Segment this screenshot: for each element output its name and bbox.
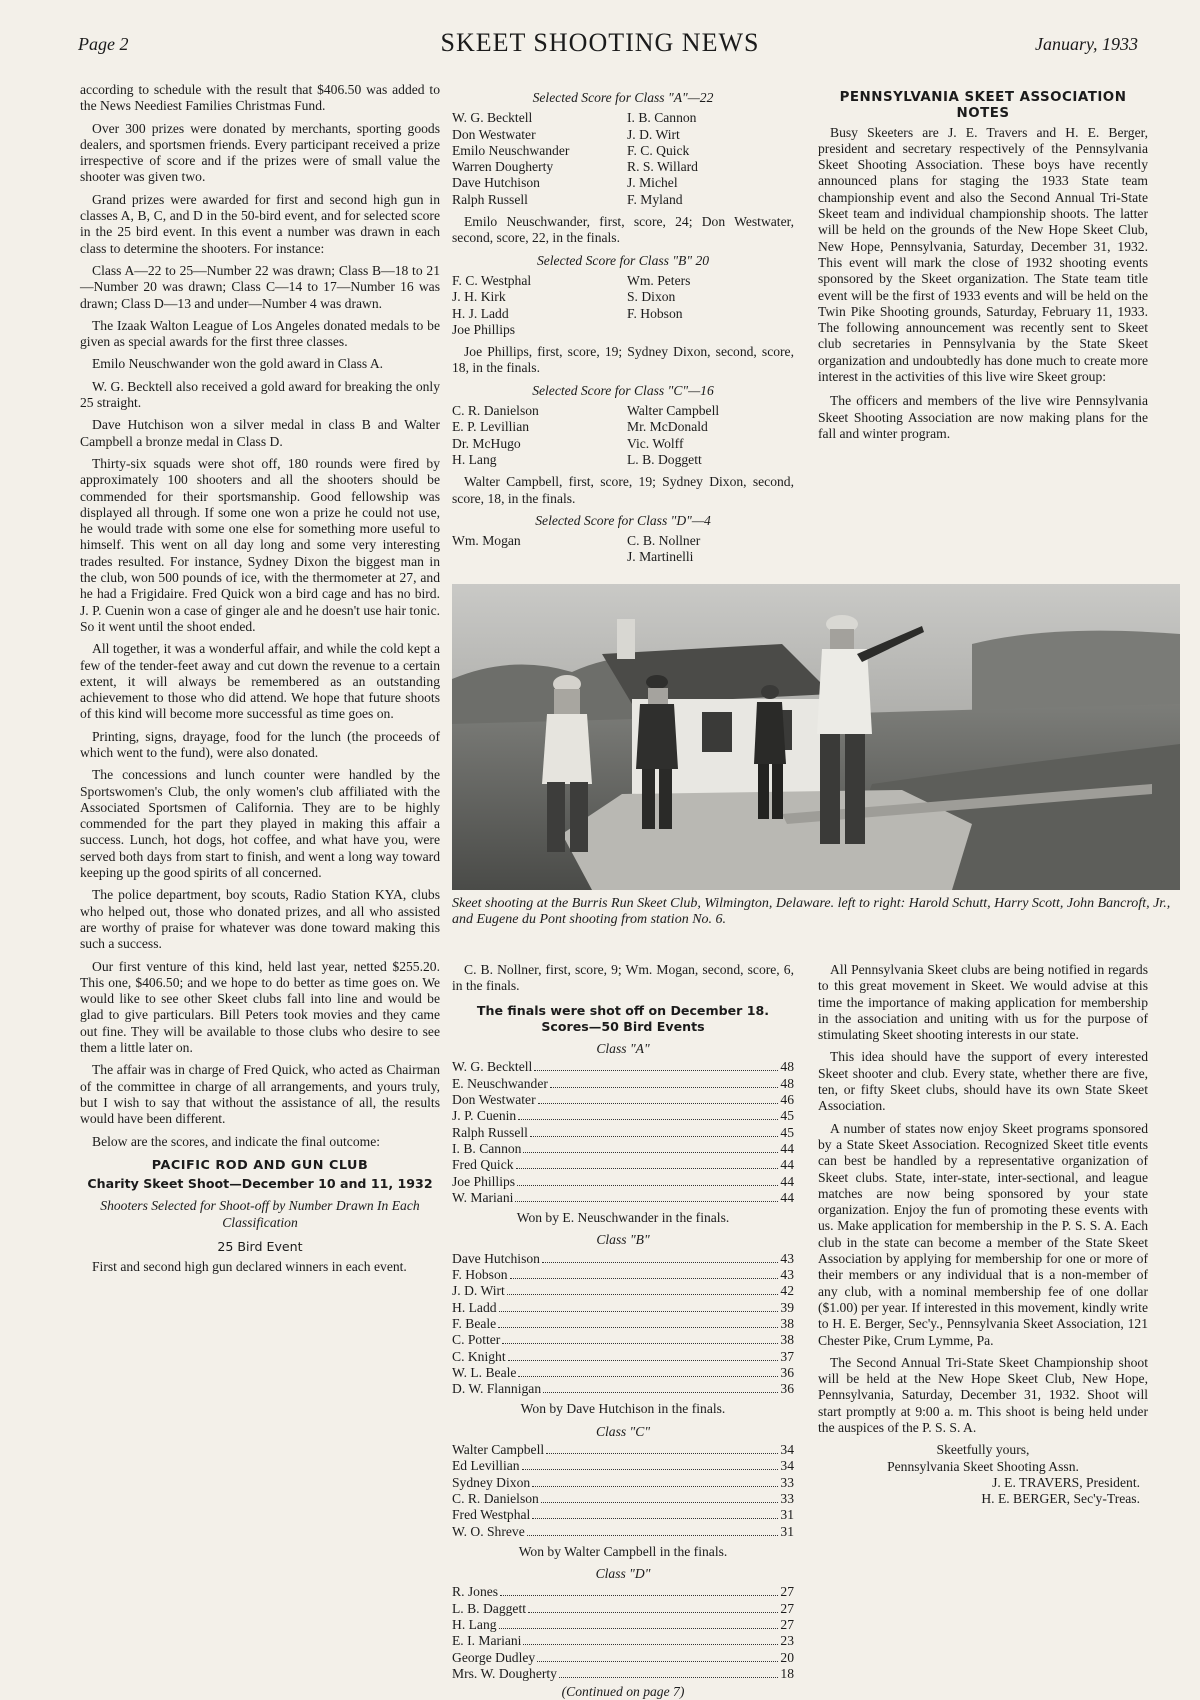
score-row: E. Neuschwander 48 <box>452 1075 794 1091</box>
score-row: C. Potter 38 <box>452 1332 794 1348</box>
continued-note: (Continued on page 7) <box>561 1684 685 1700</box>
list-item: F. C. Westphal <box>452 272 532 288</box>
list-item: S. Dixon <box>627 289 676 305</box>
list-item: Dr. McHugo <box>452 435 521 451</box>
score-row: W. G. Becktell 48 <box>452 1059 794 1075</box>
score-row: Dave Hutchison 43 <box>452 1250 794 1266</box>
class-c-heading: Class "C" <box>595 1423 651 1439</box>
paragraph: Thirty-six squads were shot off, 180 rounds were fired by approximately 100 shooters and all the shooters should be commended for their sportsmanship. Good fellowship was displayed all through. If some one won a prize he could not use, he would trade with some one else for something more useful to himself. This went on all day long and some very interesting trades resulted. For instance, Sydney Dixon the biggest man in the club, won 500 pounds of ice, with the thermometer at 27, and he had a Frigidaire. Fred Quick won a bird cage and has no bird. J. P. Cuenin won a case of ginger ale and he doesn't use hair tonic. So it went until the shoot ended. <box>80 455 440 634</box>
column-2 <box>452 88 794 572</box>
result-text: C. B. Nollner, first, score, 9; Wm. Mogan, second, score, 6, in the finals. <box>452 962 794 994</box>
list-item: Joe Phillips <box>452 321 516 337</box>
score-row: C. R. Danielson 33 <box>452 1490 794 1506</box>
finals-scores <box>452 962 794 1700</box>
score-row: R. Jones 27 <box>452 1584 794 1600</box>
page-header <box>0 0 1200 90</box>
column-3 <box>818 90 1148 448</box>
list-item: L. B. Doggett <box>627 451 702 467</box>
score-row: Don Westwater 46 <box>452 1092 794 1108</box>
list-item: H. J. Ladd <box>452 305 509 321</box>
score-row: J. D. Wirt 42 <box>452 1283 794 1299</box>
paragraph: The officers and members of the live wire Pennsylvania Skeet Shooting Association are now making plans for the fall and winter program. <box>818 393 1148 441</box>
section-subheading: Charity Skeet Shoot—December 10 and 11, 1932 <box>87 1176 433 1192</box>
column-1 <box>80 82 440 1282</box>
list-item: Walter Campbell <box>627 403 720 419</box>
list-item <box>627 322 794 338</box>
score-row: H. Lang 27 <box>452 1616 794 1632</box>
list-item: C. R. Danielson <box>452 403 539 419</box>
list-item: Don Westwater <box>452 126 536 142</box>
score-row: H. Ladd 39 <box>452 1299 794 1315</box>
score-row: W. Mariani 44 <box>452 1189 794 1205</box>
skeet-shooting-photo <box>452 584 1180 890</box>
publication-title: SKEET SHOOTING NEWS <box>440 28 760 57</box>
list-item: I. B. Cannon <box>627 110 697 126</box>
list-item: J. Michel <box>627 175 678 191</box>
section-heading: PACIFIC ROD AND GUN CLUB <box>151 1157 369 1173</box>
paragraph: Class A—22 to 25—Number 22 was drawn; Class B—18 to 21—Number 20 was drawn; Class C—14 to 17—Number 16 was drawn; Class D—13 and under—Number 4 was drawn. <box>80 262 440 311</box>
paragraph: Emilo Neuschwander won the gold award in Class A. <box>92 356 384 372</box>
signature-president: J. E. TRAVERS, President. <box>992 1474 1140 1490</box>
paragraph: Our first venture of this kind, held last year, netted $255.20. This one, $406.50; and we hope to do better as time goes on. We would like to see other Skeet clubs fall into line and would be glad to give particulars. Bill Peters took movies and they came out fine. They will be available to those clubs who desire to see them a little later on. <box>80 958 440 1056</box>
list-item: Ralph Russell <box>452 191 528 207</box>
result-text: Walter Campbell, first, score, 19; Sydney Dixon, second, score, 18, in the finals. <box>452 474 794 506</box>
score-row: Mrs. W. Dougherty 18 <box>452 1665 794 1681</box>
paragraph: All Pennsylvania Skeet clubs are being notified in regards to this great movement in Skeet. We would advise at this time the importance of making application for membership in the association and uniting with us for the purpose of stimulating Skeet shooting interests in our state. <box>818 962 1148 1043</box>
score-row: Joe Phillips 44 <box>452 1173 794 1189</box>
paragraph: Over 300 prizes were donated by merchants, sporting goods dealers, and sportsmen friends. Every participant received a prize irrespective of score and if the prizes were of small value the shooter was given two. <box>80 120 440 185</box>
class-a-heading: Class "A" <box>596 1041 650 1057</box>
list-item: C. B. Nollner <box>627 533 701 549</box>
paragraph: A number of states now enjoy Skeet programs sponsored by a State Skeet Association. Recognized Skeet title events can best be handled by a representative organization of Skeet clubs. State, inter-state, inter-sectional, and league matches are now being sponsored by your state organization. Enjoy the fun of promoting these events with us. Make application for membership in the P. S. S. A. Each club in the state can become a member of the State Skeet Association by applying for membership for one or more of their members or any individual that is a non-member of any club, with a nominal membership fee of one dollar ($1.00) per year. If interested in this movement, kindly write to H. E. Berger, Sec'y., Pennsylvania Skeet Association, 121 Chester Pike, Crum Lymme, Pa. <box>818 1120 1148 1348</box>
list-item: F. Myland <box>627 191 683 207</box>
score-row: I. B. Cannon 44 <box>452 1140 794 1156</box>
score-row: Fred Westphal 31 <box>452 1507 794 1523</box>
class-c-selected-heading: Selected Score for Class "C"—16 <box>532 382 714 398</box>
score-row: Ed Levillian 34 <box>452 1458 794 1474</box>
class-b-selected-heading: Selected Score for Class "B" 20 <box>536 252 710 268</box>
score-row: Ralph Russell 45 <box>452 1124 794 1140</box>
list-item: H. Lang <box>452 451 497 467</box>
score-row: Sydney Dixon 33 <box>452 1474 794 1490</box>
score-row: W. L. Beale 36 <box>452 1364 794 1380</box>
issue-date: January, 1933 <box>1035 34 1138 54</box>
paragraph: Dave Hutchison won a silver medal in class B and Walter Campbell a bronze medal in Class D. <box>80 417 440 449</box>
list-item: F. C. Quick <box>627 142 690 158</box>
class-c-selected-list <box>452 403 794 468</box>
paragraph: The Second Annual Tri-State Skeet Championship shoot will be held at the New Hope Skeet Club, New Hope, Pennsylvania, Saturday, December 31, 1932. Shoot will start promptly at 9:00 a. m. This shoot is being held under the auspices of the P. S. S. A. <box>818 1354 1148 1436</box>
list-item: W. G. Becktell <box>452 110 533 126</box>
paragraph: Busy Skeeters are J. E. Travers and H. E. Berger, president and secretary respectively of the Pennsylvania Skeet Shooting Association. These boys have recently announced plans for staging the 1933 State team championship event and also the Second Annual Tri-State Skeet team and individual championship shoots. The latter will be held on the grounds of the New Hope Skeet Club, New Hope, Pennsylvania, Saturday, December 31, 1932. This event will mark the close of 1932 shooting events sponsored by the Skeet organization. The State team title event will be the first of 1933 events and will be held on the Twin Pike Shooting grounds, Saturday, February 11, 1933. The following announcement was recently sent to Skeet club secretaries in Pennsylvania by the State Skeet organization and undoubtedly has done much to create more interest in the activities of this live wire Skeet group: <box>818 124 1148 385</box>
page-number: Page 2 <box>78 34 129 54</box>
paragraph: The police department, boy scouts, Radio Station KYA, clubs who helped out, those who donated prizes, and all who assisted are worthy of praise for whatever was done toward making this such a success. <box>80 887 440 952</box>
class-b-selected-list <box>452 273 794 338</box>
paragraph: Grand prizes were awarded for first and second high gun in classes A, B, C, and D in the 50-bird event, and for selected score in the 25 bird event. In this event a number was drawn in each class to determine the shooters. For instance: <box>80 191 440 256</box>
score-row: F. Beale 38 <box>452 1315 794 1331</box>
event-heading: 25 Bird Event <box>217 1239 303 1254</box>
score-row: E. I. Mariani 23 <box>452 1633 794 1649</box>
list-item: J. D. Wirt <box>627 126 680 142</box>
score-row: George Dudley 20 <box>452 1649 794 1665</box>
list-item: J. Martinelli <box>627 549 694 565</box>
class-a-selected-heading: Selected Score for Class "A"—22 <box>532 90 714 105</box>
signature-secretary: H. E. BERGER, Sec'y-Treas. <box>981 1491 1140 1507</box>
list-item: R. S. Willard <box>627 159 698 175</box>
paragraph: The affair was in charge of Fred Quick, who acted as Chairman of the committee in charge of all arrangements, and yours truly, but I wish to say that without the assistance of all, the results would have been different. <box>80 1062 440 1127</box>
list-item: Wm. Peters <box>627 272 691 288</box>
score-row: W. O. Shreve 31 <box>452 1523 794 1539</box>
class-c-winner: Won by Walter Campbell in the finals. <box>518 1543 728 1559</box>
class-b-winner: Won by Dave Hutchison in the finals. <box>520 1401 726 1417</box>
score-row: C. Knight 37 <box>452 1348 794 1364</box>
score-row: D. W. Flannigan 36 <box>452 1381 794 1397</box>
result-text: Joe Phillips, first, score, 19; Sydney Dixon, second, score, 18, in the finals. <box>452 344 794 376</box>
column-3-continued <box>818 962 1148 1508</box>
photo-caption: Skeet shooting at the Burris Run Skeet Club, Wilmington, Delaware. left to right: Harold Schutt, Harry Scott, John Bancroft, Jr., and Eugene du Pont shooting from station No. 6. <box>452 896 1171 927</box>
list-item: F. Hobson <box>627 305 683 321</box>
paragraph: The concessions and lunch counter were handled by the Sportswomen's Club, the only women's club affiliated with the Associated Sportsmen of California. They are to be highly commended for the part they played in making this affair a success. Lunch, hot dogs, hot coffee, and what have you, were served both days from start to finish, and went a long way toward keeping up the good spirits of all concerned. <box>80 767 440 881</box>
list-item: Emilo Neuschwander <box>452 142 570 158</box>
list-item <box>452 549 619 565</box>
paragraph: W. G. Becktell also received a gold award for breaking the only 25 straight. <box>80 378 440 411</box>
paragraph: All together, it was a wonderful affair, and while the cold kept a few of the tender-feet away and cut down the revenue to a certain extent, it will always be remembered as an outstanding achievement to those who did attend. We hope that future shoots of this kind will become more successful as time goes on. <box>80 641 440 722</box>
finals-heading: The finals were shot off on December 18. <box>476 1002 770 1018</box>
list-item: J. H. Kirk <box>452 289 506 305</box>
signature-org: Pennsylvania Skeet Shooting Assn. <box>887 1458 1079 1474</box>
class-d-selected-heading: Selected Score for Class "D"—4 <box>535 512 711 528</box>
finals-subheading: Scores—50 Bird Events <box>541 1018 705 1034</box>
score-row: Walter Campbell 34 <box>452 1442 794 1458</box>
list-item: Dave Hutchison <box>452 175 540 191</box>
list-item: Wm. Mogan <box>452 533 521 549</box>
score-row: J. P. Cuenin 45 <box>452 1108 794 1124</box>
score-row: Fred Quick 44 <box>452 1157 794 1173</box>
paragraph: Below are the scores, and indicate the final outcome: <box>92 1133 381 1149</box>
list-item: Mr. McDonald <box>627 419 708 435</box>
class-a-winner: Won by E. Neuschwander in the finals. <box>516 1210 730 1226</box>
pennsylvania-heading: PENNSYLVANIA SKEET ASSOCIATION NOTES <box>839 90 1127 122</box>
list-item: Vic. Wolff <box>627 435 684 451</box>
selection-note: Shooters Selected for Shoot-off by Number Drawn In Each Classification <box>100 1198 420 1230</box>
class-d-selected-list <box>452 533 794 566</box>
paragraph: Printing, signs, drayage, food for the lunch (the proceeds of which went to the fund), were also donated. <box>80 728 440 760</box>
class-b-heading: Class "B" <box>596 1232 650 1248</box>
score-row: L. B. Daggett 27 <box>452 1600 794 1616</box>
list-item: E. P. Levillian <box>452 419 530 435</box>
paragraph: This idea should have the support of every interested Skeet shooter and club. Every state, whether there are five, ten, or fifty Skeet clubs, should have its own State Skeet Association. <box>818 1049 1148 1114</box>
score-row: F. Hobson 43 <box>452 1267 794 1283</box>
paragraph: First and second high gun declared winners in each event. <box>92 1259 407 1275</box>
class-d-heading: Class "D" <box>595 1566 651 1582</box>
signature-closing: Skeetfully yours, <box>936 1442 1030 1458</box>
paragraph: The Izaak Walton League of Los Angeles donated medals to be given as special awards for the first three classes. <box>80 317 440 350</box>
class-a-selected-list <box>452 110 794 208</box>
paragraph: according to schedule with the result that $406.50 was added to the News Neediest Families Christmas Fund. <box>80 82 440 114</box>
result-text: Emilo Neuschwander, first, score, 24; Don Westwater, second, score, 22, in the finals. <box>452 214 794 246</box>
list-item: Warren Dougherty <box>452 159 554 175</box>
